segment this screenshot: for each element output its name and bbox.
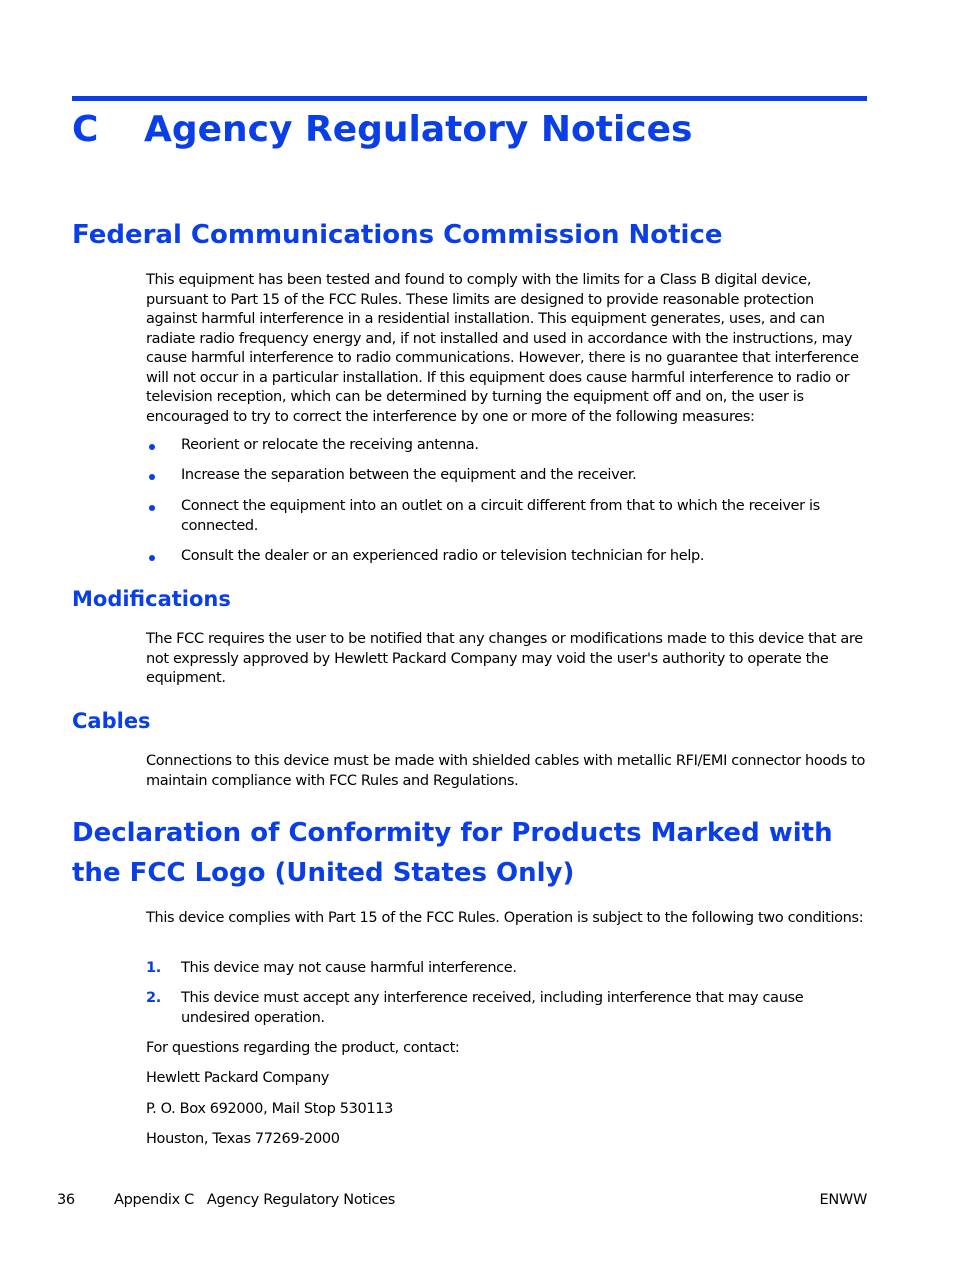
declaration-intro: This device complies with Part 15 of the FCC Rules. Operation is subject to the following two conditions: — [146, 910, 864, 926]
item-number: 2. — [146, 990, 161, 1006]
list-item: Increase the separation between the equipment and the receiver. — [146, 466, 868, 486]
contact-address: P. O. Box 692000, Mail Stop 530113 — [146, 1101, 393, 1117]
bullet-icon — [149, 505, 155, 511]
contact-company: Hewlett Packard Company — [146, 1070, 330, 1086]
contact-city: Houston, Texas 77269-2000 — [146, 1131, 340, 1147]
list-item: Connect the equipment into an outlet on a circuit different from that to which the receiver is connected. — [146, 497, 868, 536]
cables-text: Connections to this device must be made with shielded cables with metallic RFI/EMI connector hoods to maintain compliance with FCC Rules and Regulations. — [146, 753, 866, 789]
chapter-title-text: Agency Regulatory Notices — [144, 109, 693, 150]
bullet-icon — [149, 444, 155, 450]
chapter-letter: C — [72, 109, 99, 150]
item-number: 1. — [146, 960, 161, 976]
list-item: Consult the dealer or an experienced radio or television technician for help. — [146, 547, 868, 567]
contact-intro: For questions regarding the product, contact: — [146, 1040, 460, 1056]
declaration-heading-line2: the FCC Logo (United States Only) — [72, 858, 575, 888]
numbered-item: 1. This device may not cause harmful interference. — [146, 959, 868, 979]
footer-doc-code: ENWW — [819, 1192, 867, 1208]
chapter-title — [72, 106, 692, 154]
chapter-rule — [72, 96, 867, 101]
bullet-icon — [149, 555, 155, 561]
modifications-text: The FCC requires the user to be notified that any changes or modifications made to this device that are not expressly approved by Hewlett Packard Company may void the user's authority to operate the equipment. — [146, 631, 863, 686]
numbered-item: 2. This device must accept any interference received, including interference that may cause undesired operation. — [146, 990, 804, 1026]
cables-heading: Cables — [72, 709, 151, 733]
footer-section-title: Appendix C Agency Regulatory Notices — [114, 1192, 396, 1208]
fcc-notice-intro: This equipment has been tested and found to comply with the limits for a Class B digital device, pursuant to Part 15 of the FCC Rules. These limits are designed to provide reasonable protection against harmful interference in a residential installation. This equipment generates, uses, and can radiate radio frequency energy and, if not installed and used in accordance with the instructions, may cause harmful interference to radio communications. However, there is no guarantee that interference will not occur in a particular installation. If this equipment does cause harmful interference to radio or television reception, which can be determined by turning the equipment off and on, the user is encouraged to try to correct the interference by one or more of the following measures: — [146, 272, 859, 425]
bullet-icon — [149, 474, 155, 480]
page-number: 36 — [57, 1192, 75, 1208]
list-item: Reorient or relocate the receiving antenna. — [146, 436, 868, 456]
fcc-notice-heading: Federal Communications Commission Notice — [72, 220, 723, 250]
declaration-heading-line1: Declaration of Conformity for Products Marked with — [72, 818, 833, 848]
modifications-heading: Modifications — [72, 587, 231, 611]
